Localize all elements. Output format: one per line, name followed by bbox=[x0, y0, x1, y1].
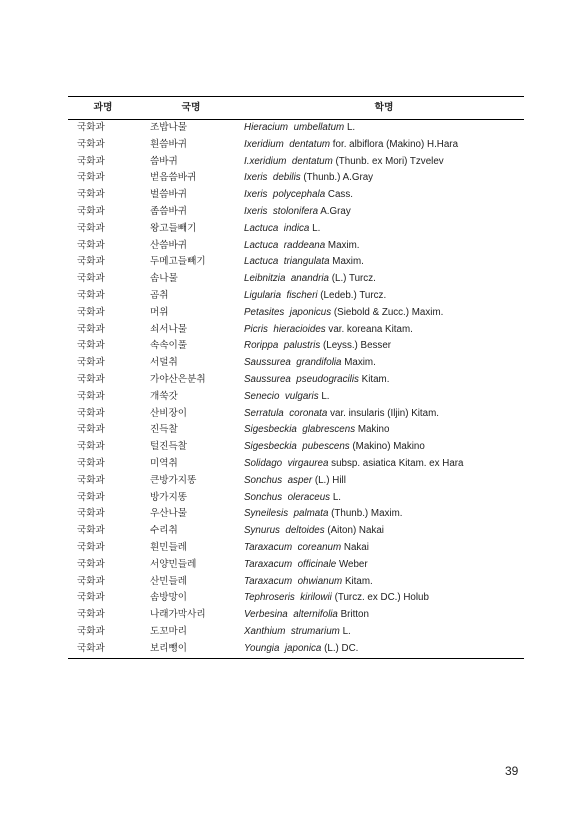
authority-text: Maxim. bbox=[327, 239, 360, 251]
genus-name: Verbesina bbox=[244, 609, 288, 621]
scientific-name-cell bbox=[244, 641, 524, 658]
authority-text: L. bbox=[342, 625, 351, 637]
family-cell: 국화과 bbox=[77, 407, 105, 419]
table-row bbox=[68, 271, 524, 288]
species-epithet: virgaurea bbox=[287, 457, 329, 469]
family-cell: 국화과 bbox=[77, 457, 105, 469]
korean-name-cell: 두메고들빼기 bbox=[150, 256, 206, 268]
scientific-name-cell bbox=[244, 372, 524, 389]
genus-name: Tephroseris bbox=[244, 592, 295, 604]
table-row bbox=[68, 170, 524, 187]
authority-text: Nakai bbox=[343, 541, 369, 553]
table-row bbox=[68, 288, 524, 305]
korean-name-cell: 보리뺑이 bbox=[150, 642, 188, 654]
species-epithet: kirilowii bbox=[300, 592, 332, 604]
authority-text: (L.) Turcz. bbox=[331, 273, 376, 285]
header-scientific-name: 학명 bbox=[374, 101, 394, 113]
scientific-name-cell bbox=[244, 557, 524, 574]
species-epithet: palustris bbox=[283, 340, 321, 352]
genus-name: Syneilesis bbox=[244, 508, 289, 520]
species-epithet: asper bbox=[287, 474, 313, 486]
family-cell: 국화과 bbox=[77, 575, 105, 587]
table-row bbox=[68, 422, 524, 439]
family-cell: 국화과 bbox=[77, 122, 105, 133]
species-epithet: stolonifera bbox=[272, 205, 319, 217]
genus-name: Sonchus bbox=[244, 474, 283, 486]
authority-text: L. bbox=[312, 222, 321, 234]
species-epithet: deltoides bbox=[285, 525, 325, 537]
species-epithet: debilis bbox=[272, 172, 301, 184]
species-epithet: hieracioides bbox=[273, 323, 326, 335]
genus-name: Ixeridium bbox=[244, 138, 284, 150]
authority-text: (Siebold & Zucc.) Maxim. bbox=[333, 306, 444, 318]
korean-name-cell: 속속이풀 bbox=[150, 340, 188, 352]
table-row bbox=[68, 305, 524, 322]
table-row bbox=[68, 389, 524, 406]
scientific-name-cell bbox=[244, 254, 524, 271]
table-row bbox=[68, 406, 524, 423]
scientific-name-cell bbox=[244, 456, 524, 473]
genus-name: Taraxacum bbox=[244, 575, 293, 587]
authority-text: Weber bbox=[338, 558, 368, 570]
korean-name-cell: 왕고들빼기 bbox=[150, 222, 197, 234]
family-cell: 국화과 bbox=[77, 340, 105, 352]
genus-name: Sigesbeckia bbox=[244, 424, 297, 436]
genus-name: Ixeris bbox=[244, 189, 268, 201]
genus-name: Ixeris bbox=[244, 172, 268, 184]
species-epithet: pseudogracilis bbox=[296, 373, 359, 385]
authority-text: var. koreana Kitam. bbox=[328, 323, 413, 335]
scientific-name-cell bbox=[244, 338, 524, 355]
korean-name-cell: 흰씀바귀 bbox=[150, 138, 188, 150]
scientific-name-cell bbox=[244, 137, 524, 154]
table-row bbox=[68, 120, 524, 137]
authority-text: Cass. bbox=[327, 189, 353, 201]
scientific-name-cell bbox=[244, 288, 524, 305]
scientific-name-cell bbox=[244, 607, 524, 624]
species-epithet: triangulata bbox=[283, 256, 330, 268]
authority-text: (Leyss.) Besser bbox=[322, 340, 392, 352]
family-cell: 국화과 bbox=[77, 273, 105, 285]
species-epithet: coronata bbox=[289, 407, 328, 419]
genus-name: Taraxacum bbox=[244, 558, 293, 570]
scientific-name-cell bbox=[244, 204, 524, 221]
header-korean-name: 국명 bbox=[181, 101, 201, 113]
family-cell: 국화과 bbox=[77, 373, 105, 385]
genus-name: Saussurea bbox=[244, 373, 291, 385]
korean-name-cell: 도꼬마리 bbox=[150, 625, 188, 637]
family-cell: 국화과 bbox=[77, 525, 105, 537]
scientific-name-cell bbox=[244, 154, 524, 171]
table-row bbox=[68, 322, 524, 339]
page-number: 39 bbox=[505, 764, 519, 778]
korean-name-cell: 조밥나물 bbox=[150, 122, 188, 133]
species-epithet: indica bbox=[283, 222, 310, 234]
species-epithet: dentatum bbox=[291, 155, 333, 167]
genus-name: Synurus bbox=[244, 525, 280, 537]
scientific-name-cell bbox=[244, 389, 524, 406]
genus-name: Serratula bbox=[244, 407, 284, 419]
korean-name-cell: 벌씀바귀 bbox=[150, 189, 188, 201]
scientific-name-cell bbox=[244, 540, 524, 557]
authority-text: (L.) DC. bbox=[324, 642, 359, 654]
scientific-name-cell bbox=[244, 221, 524, 238]
genus-name: Solidago bbox=[244, 457, 283, 469]
header-family: 과명 bbox=[93, 101, 113, 113]
family-cell: 국화과 bbox=[77, 205, 105, 217]
authority-text: (Aiton) Nakai bbox=[327, 525, 384, 537]
family-cell: 국화과 bbox=[77, 138, 105, 150]
family-cell: 국화과 bbox=[77, 172, 105, 184]
genus-name: Leibnitzia bbox=[244, 273, 286, 285]
authority-text: Britton bbox=[340, 609, 369, 621]
species-epithet: vulgaris bbox=[284, 390, 319, 402]
table-row bbox=[68, 557, 524, 574]
genus-name: Sigesbeckia bbox=[244, 441, 297, 453]
table-row bbox=[68, 372, 524, 389]
family-cell: 국화과 bbox=[77, 592, 105, 604]
table-row bbox=[68, 221, 524, 238]
species-epithet: pubescens bbox=[302, 441, 350, 453]
family-cell: 국화과 bbox=[77, 609, 105, 621]
korean-name-cell: 털진득찰 bbox=[150, 441, 188, 453]
species-epithet: glabrescens bbox=[302, 424, 356, 436]
family-cell: 국화과 bbox=[77, 357, 105, 369]
korean-name-cell: 방가지똥 bbox=[150, 491, 188, 503]
table-row bbox=[68, 137, 524, 154]
scientific-name-cell bbox=[244, 490, 524, 507]
authority-text: L. bbox=[321, 390, 330, 402]
family-cell: 국화과 bbox=[77, 541, 105, 553]
family-cell: 국화과 bbox=[77, 323, 105, 335]
species-epithet: palmata bbox=[293, 508, 329, 520]
species-epithet: anandria bbox=[290, 273, 329, 285]
scientific-name-cell bbox=[244, 473, 524, 490]
family-cell: 국화과 bbox=[77, 239, 105, 251]
genus-name: Saussurea bbox=[244, 357, 291, 369]
korean-name-cell: 가야산은분취 bbox=[150, 373, 206, 385]
genus-name: Xanthium bbox=[244, 625, 286, 637]
authority-text: (Thunb. ex Mori) Tzvelev bbox=[335, 155, 444, 167]
table-row bbox=[68, 607, 524, 624]
family-cell: 국화과 bbox=[77, 222, 105, 234]
korean-name-cell: 머위 bbox=[150, 306, 169, 318]
family-cell: 국화과 bbox=[77, 189, 105, 201]
family-cell: 국화과 bbox=[77, 306, 105, 318]
genus-name: Senecio bbox=[244, 390, 280, 402]
korean-name-cell: 벋음씀바귀 bbox=[150, 172, 197, 184]
authority-text: Kitam. bbox=[344, 575, 373, 587]
korean-name-cell: 우산나물 bbox=[150, 508, 188, 520]
scientific-name-cell bbox=[244, 322, 524, 339]
species-epithet: fischeri bbox=[286, 289, 318, 301]
table-row bbox=[68, 439, 524, 456]
authority-text: L. bbox=[332, 491, 341, 503]
authority-text: (Makino) Makino bbox=[352, 441, 425, 453]
scientific-name-cell bbox=[244, 439, 524, 456]
species-epithet: strumarium bbox=[290, 625, 340, 637]
table-row bbox=[68, 154, 524, 171]
table-row bbox=[68, 574, 524, 591]
scientific-name-cell bbox=[244, 590, 524, 607]
scientific-name-cell bbox=[244, 506, 524, 523]
species-epithet: japonicus bbox=[289, 306, 332, 318]
genus-name: Hieracium bbox=[244, 122, 289, 133]
family-cell: 국화과 bbox=[77, 558, 105, 570]
authority-text: (Thunb.) A.Gray bbox=[303, 172, 374, 184]
korean-name-cell: 산민들레 bbox=[150, 575, 188, 587]
table-row bbox=[68, 355, 524, 372]
family-cell: 국화과 bbox=[77, 390, 105, 402]
family-cell: 국화과 bbox=[77, 155, 105, 167]
scientific-name-cell bbox=[244, 422, 524, 439]
table-row bbox=[68, 238, 524, 255]
korean-name-cell: 서덜취 bbox=[150, 357, 178, 369]
table-row bbox=[68, 473, 524, 490]
scientific-name-cell bbox=[244, 406, 524, 423]
family-cell: 국화과 bbox=[77, 642, 105, 654]
korean-name-cell: 미역취 bbox=[150, 457, 178, 469]
genus-name: Petasites bbox=[244, 306, 285, 318]
korean-name-cell: 쇠서나물 bbox=[150, 323, 188, 335]
family-cell: 국화과 bbox=[77, 441, 105, 453]
species-table bbox=[68, 96, 524, 659]
scientific-name-cell bbox=[244, 238, 524, 255]
genus-name: Ligularia bbox=[244, 289, 282, 301]
table-row bbox=[68, 456, 524, 473]
authority-text: (Turcz. ex DC.) Holub bbox=[334, 592, 429, 604]
species-epithet: umbellatum bbox=[293, 122, 345, 133]
korean-name-cell: 서양민들레 bbox=[150, 558, 197, 570]
table-row bbox=[68, 624, 524, 641]
korean-name-cell: 솜방망이 bbox=[150, 592, 188, 604]
authority-text: L. bbox=[346, 122, 356, 133]
authority-text: for. albiflora (Makino) H.Hara bbox=[332, 138, 459, 150]
family-cell: 국화과 bbox=[77, 625, 105, 637]
scientific-name-cell bbox=[244, 187, 524, 204]
scientific-name-cell bbox=[244, 271, 524, 288]
authority-text: Maxim. bbox=[344, 357, 376, 369]
korean-name-cell: 흰민들레 bbox=[150, 541, 188, 553]
authority-text: A.Gray bbox=[320, 205, 351, 217]
genus-name: Lactuca bbox=[244, 222, 279, 234]
species-epithet: coreanum bbox=[297, 541, 342, 553]
scientific-name-cell bbox=[244, 574, 524, 591]
family-cell: 국화과 bbox=[77, 289, 105, 301]
species-epithet: grandifolia bbox=[296, 357, 342, 369]
table-body bbox=[68, 120, 524, 659]
scientific-name-cell bbox=[244, 120, 524, 137]
authority-text: Kitam. bbox=[361, 373, 390, 385]
korean-name-cell: 개쑥갓 bbox=[150, 390, 178, 402]
authority-text: Makino bbox=[357, 424, 390, 436]
family-cell: 국화과 bbox=[77, 256, 105, 268]
genus-name: Taraxacum bbox=[244, 541, 293, 553]
korean-name-cell: 씀바귀 bbox=[150, 155, 178, 167]
species-epithet: officinale bbox=[297, 558, 337, 570]
family-cell: 국화과 bbox=[77, 474, 105, 486]
table-row bbox=[68, 187, 524, 204]
family-cell: 국화과 bbox=[77, 508, 105, 520]
korean-name-cell: 수리취 bbox=[150, 525, 178, 537]
table-row bbox=[68, 204, 524, 221]
table-row bbox=[68, 590, 524, 607]
korean-name-cell: 산씀바귀 bbox=[150, 239, 188, 251]
genus-name: Youngia bbox=[244, 642, 280, 654]
family-cell: 국화과 bbox=[77, 424, 105, 436]
genus-name: Sonchus bbox=[244, 491, 283, 503]
table-row bbox=[68, 523, 524, 540]
table-row bbox=[68, 490, 524, 507]
genus-name: I.xeridium bbox=[244, 155, 287, 167]
korean-name-cell: 곰취 bbox=[150, 289, 169, 301]
scientific-name-cell bbox=[244, 523, 524, 540]
scientific-name-cell bbox=[244, 624, 524, 641]
table-row bbox=[68, 338, 524, 355]
table-row bbox=[68, 540, 524, 557]
table-row bbox=[68, 254, 524, 271]
genus-name: Picris bbox=[244, 323, 268, 335]
scientific-name-cell bbox=[244, 170, 524, 187]
korean-name-cell: 산비장이 bbox=[150, 407, 188, 419]
authority-text: var. insularis (Iljin) Kitam. bbox=[330, 407, 439, 419]
genus-name: Ixeris bbox=[244, 205, 268, 217]
authority-text: subsp. asiatica Kitam. ex Hara bbox=[331, 457, 464, 469]
species-epithet: japonica bbox=[284, 642, 322, 654]
authority-text: (L.) Hill bbox=[314, 474, 346, 486]
table-row bbox=[68, 506, 524, 523]
table-row bbox=[68, 641, 524, 658]
genus-name: Rorippa bbox=[244, 340, 279, 352]
korean-name-cell: 큰방가지똥 bbox=[150, 474, 197, 486]
species-epithet: oleraceus bbox=[287, 491, 331, 503]
korean-name-cell: 진득찰 bbox=[150, 424, 178, 436]
korean-name-cell: 나래가막사리 bbox=[150, 609, 206, 621]
species-epithet: polycephala bbox=[272, 189, 326, 201]
korean-name-cell: 솜나물 bbox=[150, 273, 178, 285]
species-epithet: raddeana bbox=[283, 239, 326, 251]
species-epithet: dentatum bbox=[289, 138, 331, 150]
korean-name-cell: 좀씀바귀 bbox=[150, 205, 188, 217]
authority-text: (Ledeb.) Turcz. bbox=[320, 289, 387, 301]
authority-text: Maxim. bbox=[332, 256, 364, 268]
species-epithet: ohwianum bbox=[297, 575, 343, 587]
scientific-name-cell bbox=[244, 355, 524, 372]
family-cell: 국화과 bbox=[77, 491, 105, 503]
genus-name: Lactuca bbox=[244, 239, 279, 251]
species-epithet: alternifolia bbox=[293, 609, 338, 621]
scientific-name-cell bbox=[244, 305, 524, 322]
authority-text: (Thunb.) Maxim. bbox=[331, 508, 403, 520]
header-row bbox=[68, 97, 524, 120]
genus-name: Lactuca bbox=[244, 256, 279, 268]
